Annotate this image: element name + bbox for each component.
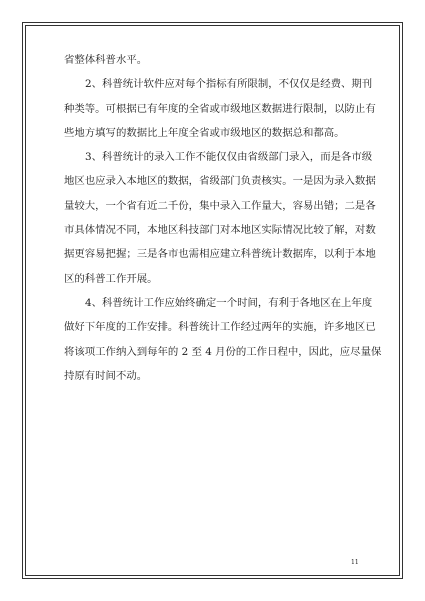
text-line: 量较大，一个省有近二千份，集中录入工作量大，容易出错；二是各 — [64, 199, 376, 212]
text-line: 市具体情况不同，本地区科技部门对本地区实际情况比较了解，对数 — [64, 224, 376, 237]
text-line: 些地方填写的数据比上年度全省或市级地区的数据总和都高。 — [64, 126, 345, 139]
page-number: 11 — [351, 559, 359, 566]
text-line: 地区也应录入本地区的数据，省级部门负责核实。一是因为录入数据 — [64, 175, 376, 188]
paragraph-2-line: 2、科普统计软件应对每个指标有所限制，不仅仅是经费、期刊 — [85, 78, 373, 91]
text-line: 持原有时间不动。 — [64, 369, 148, 382]
text-line: 据更容易把握；三是各市也需相应建立科普统计数据库，以利于本地 — [64, 248, 376, 261]
paragraph-3-line: 3、科普统计的录入工作不能仅仅由省级部门录入，而是各市级 — [85, 151, 373, 164]
paragraph-4-line: 4、科普统计工作应始终确定一个时间，有利于各地区在上年度 — [85, 296, 373, 309]
text-line: 做好下年度的工作安排。科普统计工作经过两年的实施，许多地区已 — [64, 321, 376, 334]
text-line: 区的科普工作开展。 — [64, 272, 158, 285]
text-line: 将该项工作纳入到每年的 2 至 4 月份的工作日程中，因此，应尽量保 — [64, 345, 382, 358]
text-line: 种类等。可根据已有年度的全省或市级地区数据进行限制，以防止有 — [64, 102, 376, 115]
document-body — [64, 48, 382, 388]
text-line: 省整体科普水平。 — [64, 54, 148, 66]
